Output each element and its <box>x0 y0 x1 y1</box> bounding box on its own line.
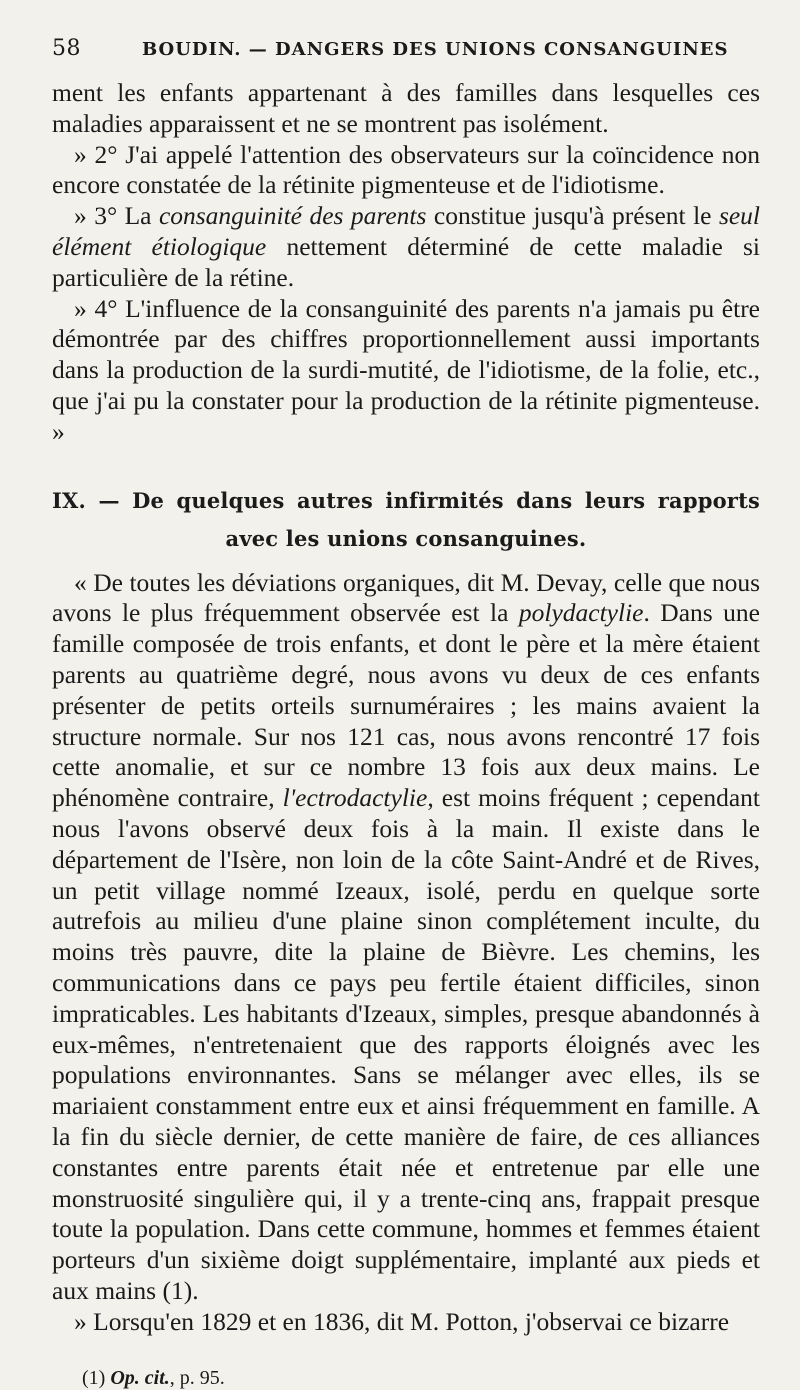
section-heading-line-1: IX. — De quelques autres infirmités dans leurs rapports <box>52 487 760 513</box>
footnote-marker: (1) <box>82 1367 106 1390</box>
text-run: » 3° La <box>74 201 159 231</box>
section-heading-line-2: avec les unions consanguines. <box>225 525 587 551</box>
text-run: nettement déterminé de cette maladie si particulière de la rétine. <box>52 231 761 292</box>
text-run: « De toutes les déviations organiques, dit M. Devay, celle que nous avons le plus fréquemment observée est la <box>52 567 760 628</box>
text-run: , est moins fréquent ; cependant nous l'avons observé deux fois à la main. Il existe dans le département de l'Isère, non loin de la côte Saint-André et de Rives, un petit village nommé Izeaux, isolé, perdu en quelque sorte autrefois au milieu d'une plaine sinon complétement inculte, du moins très pauvre, dite la plaine de Bièvre. Les chemins, les communications dans ce pays peu fertile étaient difficiles, sinon impraticables. Les habitants d'Izeaux, simples, presque abandonnés à eux-mêmes, n'entretenaient que des rapports éloignés avec les populations environnantes. Sans se mélanger avec elles, ils se mariaient constamment entre eux et ainsi fréquemment en famille. A la fin du siècle dernier, de cette manière de faire, de ces alliances constantes entre parents était née et entretenue par elle une monstruosité singulière qui, il y a trente-cinq ans, frappait presque toute la population. Dans cette commune, hommes et femmes étaient porteurs d'un sixième doigt supplémentaire, implanté aux pieds et aux mains (1). <box>52 783 760 1305</box>
italic-run: l'ectrodactylie <box>282 783 428 813</box>
paragraph-potton-quote: » Lorsqu'en 1829 et en 1836, dit M. Potton, j'observai ce bizarre <box>74 1306 730 1336</box>
paragraph-point-4: » 4° L'influence de la consanguinité des parents n'a jamais pu être démontrée par des chiffres proportionnellement aussi importants dans la production de la surdi-mutité, de l'idiotisme, de la folie, etc., que j'ai pu la constater pour la production de la rétinite pigmenteuse. » <box>52 293 760 446</box>
running-header <box>52 36 760 72</box>
footnote-citation: Op. cit. <box>110 1367 170 1390</box>
page-number: 58 <box>52 36 81 61</box>
paragraph-continuation: ment les enfants appartenant à des familles dans lesquelles ces maladies apparaissent et ne se montrent pas isolément. <box>52 78 760 138</box>
text-run: constitue jusqu'à présent le <box>426 201 719 231</box>
paragraph-point-3 <box>52 201 760 293</box>
italic-run: polydactylie <box>518 598 644 628</box>
main-text <box>52 78 760 1337</box>
footnote-page: , p. 95. <box>169 1367 225 1390</box>
section-body <box>52 568 760 1338</box>
paragraph-devay-quote <box>52 568 760 1307</box>
footnote <box>82 1367 760 1390</box>
italic-run: consanguinité des parents <box>158 201 427 231</box>
paragraph-point-2: » 2° J'ai appelé l'attention des observateurs sur la coïncidence non encore constatée de la rétinite pigmenteuse et de l'idiotisme. <box>52 139 760 200</box>
text-run: . Dans une famille composée de trois enfants, et dont le père et la mère étaient parents au quatrième degré, nous avons vu deux de ces enfants présenter de petits orteils surnuméraires ; les mains avaient la structure normale. Sur nos 121 cas, nous avons rencontré 17 fois cette anomalie, et sur ce nombre 13 fois aux deux mains. Le phénomène contraire, <box>52 598 760 813</box>
section-heading <box>52 486 760 554</box>
running-title: BOUDIN. — DANGERS DES UNIONS CONSANGUINES <box>142 39 729 60</box>
italic-run: seul élément étiologique <box>52 201 761 261</box>
